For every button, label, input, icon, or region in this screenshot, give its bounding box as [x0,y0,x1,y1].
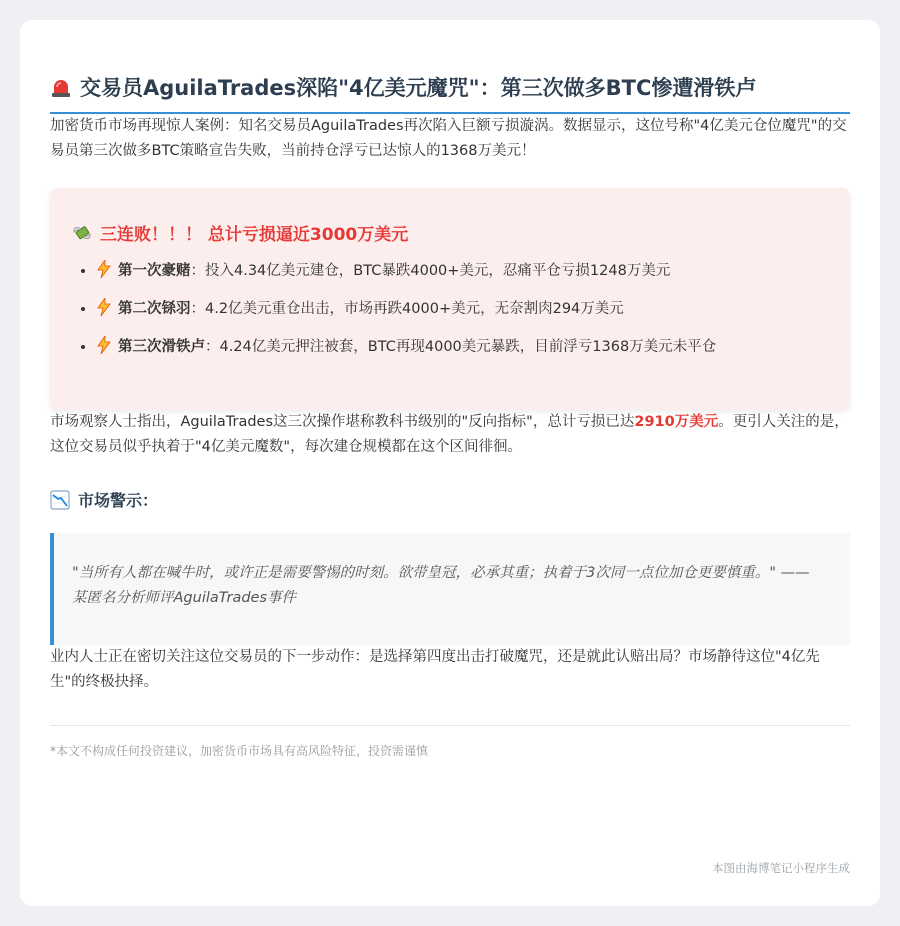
loss-list-item [96,335,828,359]
analysis-text-after: 。更引人关注的是，这位交易员似乎执着于"4亿美元魔数"，每次建仓规模都在这个区间徘徊。 [50,414,849,455]
loss-item-text: ：4.2亿美元重仓出击，市场再跌4000+美元，无奈割肉294万美元 [190,301,624,317]
article-title: 交易员AguilaTrades深陷"4亿美元魔咒"：第三次做多BTC惨遭滑铁卢 [80,76,757,100]
loss-item-text: ：投入4.34亿美元建仓，BTC暴跌4000+美元，忍痛平仓亏损1248万美元 [190,263,671,279]
loss-list-item [96,297,828,321]
analysis-text-before: 市场观察人士指出，AguilaTrades这三次操作堪称教科书级别的"反向指标"，总计亏损已达 [50,414,635,430]
loss-list [72,259,828,359]
loss-list-item [96,259,828,283]
outro-paragraph: 业内人士正在密切关注这位交易员的下一步动作：是选择第四度出击打破魔咒，还是就此认赔出局？市场静待这位"4亿先生"的终极抉择。 [50,649,820,690]
analyst-quote: "当所有人都在喊牛时，或许正是需要警惕的时刻。欲带皇冠，必承其重；执着于3次同一点位加仓更要慎重。" —— 某匿名分析师评AguilaTrades事件 [50,533,850,645]
warning-heading-row [50,488,850,511]
analysis-paragraph [50,410,850,460]
loss-item-label: 第二次铩羽 [118,301,191,317]
warning-heading: 市场警示： [78,491,159,510]
total-loss-highlight: 2910万美元 [634,414,719,430]
lightning-bolt-icon [96,298,112,316]
loss-item-label: 第三次滑铁卢 [118,339,205,355]
intro-paragraph: 加密货币市场再现惊人案例：知名交易员AguilaTrades再次陷入巨额亏损漩涡。数据显示，这位号称"4亿美元仓位魔咒"的交易员第三次做多BTC策略宣告失败，当前持仓浮亏已达惊人的1368万美元！ [50,118,847,159]
article-card [20,20,880,906]
loss-item-text: ：4.24亿美元押注被套，BTC再现4000美元暴跌，目前浮亏1368万美元未平仓 [205,339,717,355]
alert-heading: 三连败！！！ 总计亏损逼近3000万美元 [100,225,409,245]
article-title-bar [50,72,850,114]
lightning-bolt-icon [96,260,112,278]
loss-alert-box [50,188,850,410]
alert-heading-row [72,220,828,245]
divider [50,725,850,726]
footer-credit: 本图由海博笔记小程序生成 [712,861,850,875]
lightning-bolt-icon [96,336,112,354]
chart-decreasing-icon [50,490,70,510]
siren-icon [50,76,72,98]
money-with-wings-icon [72,223,92,243]
loss-item-label: 第一次豪赌 [118,263,191,279]
disclaimer-text: *本文不构成任何投资建议，加密货币市场具有高风险特征，投资需谨慎 [50,744,429,758]
